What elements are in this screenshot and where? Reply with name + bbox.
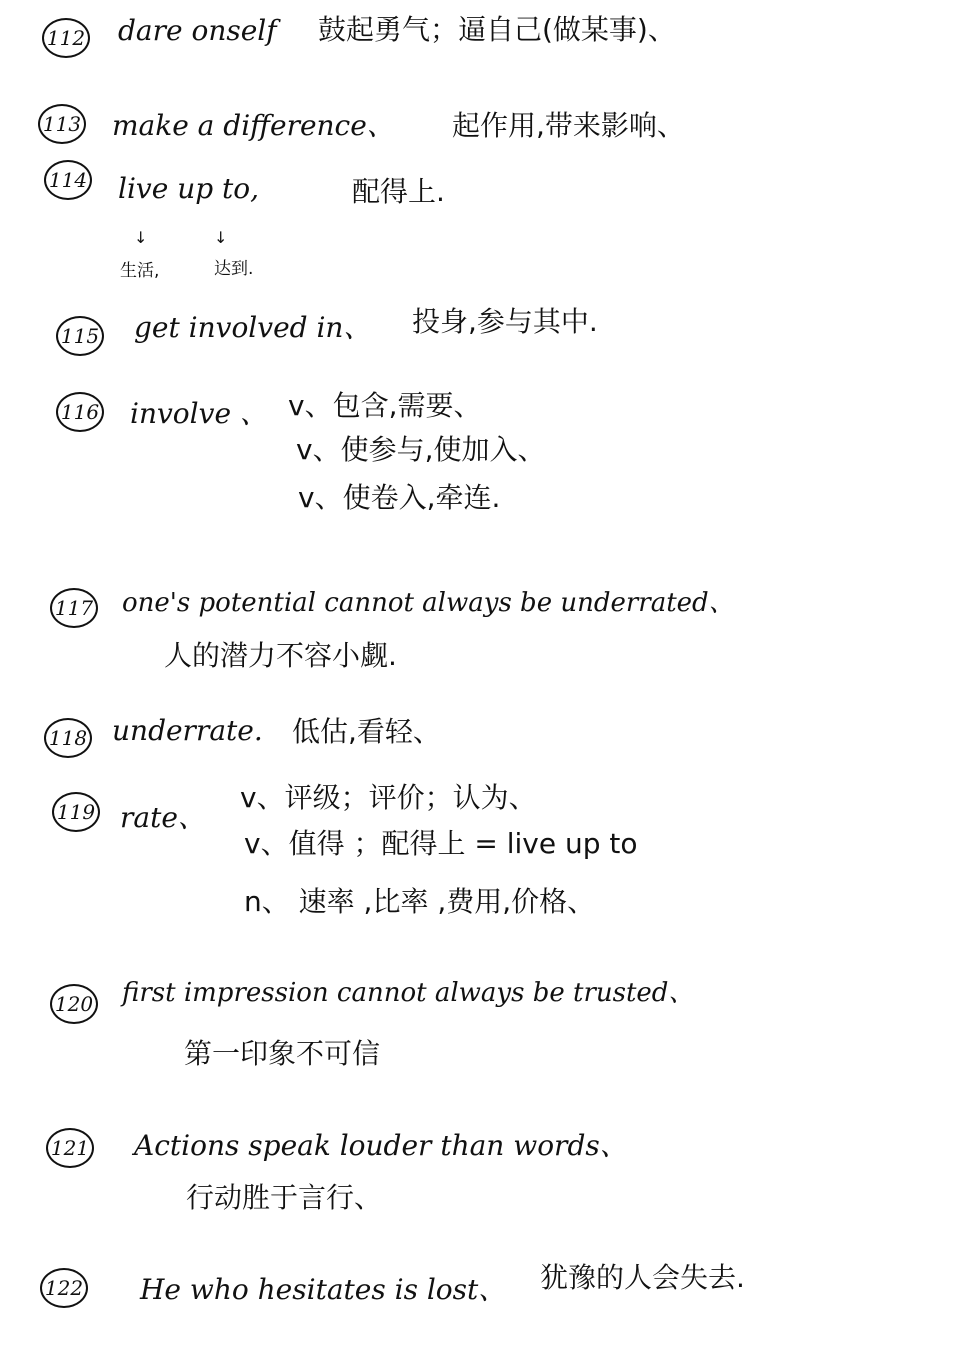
- annotation: 达到.: [214, 259, 254, 279]
- down-arrow-icon: ↓: [134, 228, 148, 247]
- phrase-english: one's potential cannot always be underrated、: [122, 588, 735, 618]
- phrase-chinese: 第一印象不可信: [184, 1037, 381, 1070]
- phrase-english: He who hesitates is lost、: [140, 1273, 507, 1306]
- phrase-chinese: 配得上.: [352, 175, 445, 208]
- phrase-chinese: 行动胜于言行、: [186, 1181, 383, 1214]
- phrase-chinese: 鼓起勇气；逼自己(做某事)、: [318, 13, 676, 46]
- definition-line: v、使参与,使加入、: [296, 433, 546, 466]
- phrase-chinese: 低估,看轻、: [292, 715, 441, 748]
- phrase-chinese: 投身,参与其中.: [412, 305, 598, 338]
- phrase-english: make a difference、: [112, 109, 395, 142]
- entry-number: 113: [38, 104, 86, 144]
- entry-number: 118: [44, 718, 92, 758]
- phrase-english: dare onself: [118, 14, 277, 47]
- phrase-english: Actions speak louder than words、: [134, 1129, 628, 1162]
- definition-line: n、 速率 ,比率 ,费用,价格、: [244, 885, 596, 918]
- entry-number: 119: [52, 792, 100, 832]
- entry-number: 121: [46, 1128, 94, 1168]
- definition-line: v、包含,需要、: [288, 389, 482, 422]
- phrase-english: first impression cannot always be trusted、: [122, 978, 695, 1008]
- definition-line: v、使卷入,牵连.: [298, 481, 501, 514]
- phrase-english: underrate.: [112, 714, 263, 747]
- phrase-english: live up to,: [118, 172, 260, 205]
- phrase-chinese: 人的潜力不容小觑.: [164, 639, 397, 672]
- phrase-english: rate、: [120, 801, 206, 834]
- entry-number: 112: [42, 18, 90, 58]
- entry-number: 117: [50, 588, 98, 628]
- entry-number: 114: [44, 160, 92, 200]
- entry-number: 122: [40, 1268, 88, 1308]
- entry-number: 116: [56, 392, 104, 432]
- phrase-chinese: 犹豫的人会失去.: [540, 1261, 745, 1294]
- down-arrow-icon: ↓: [214, 228, 228, 247]
- entry-number: 115: [56, 316, 104, 356]
- entry-number: 120: [50, 984, 98, 1024]
- phrase-chinese: 起作用,带来影响、: [452, 109, 685, 142]
- phrase-english: get involved in、: [134, 311, 372, 344]
- definition-line: v、评级；评价；认为、: [240, 781, 537, 814]
- annotation: 生活,: [120, 261, 160, 281]
- definition-line: v、值得 ；配得上 = live up to: [244, 827, 638, 860]
- phrase-english: involve 、: [130, 397, 268, 430]
